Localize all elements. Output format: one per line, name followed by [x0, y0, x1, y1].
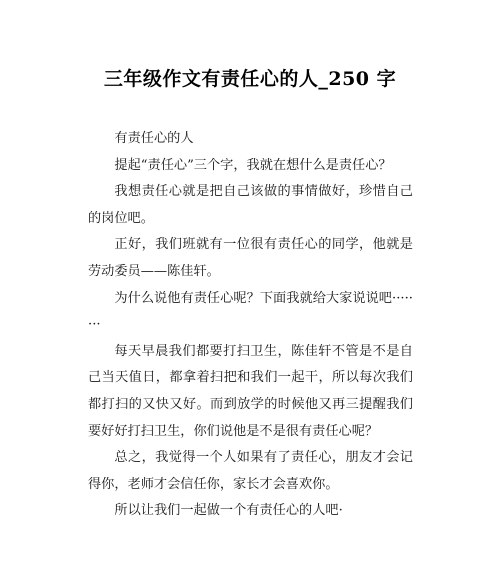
- document-body: [88, 126, 413, 525]
- paragraph: 我想责任心就是把自己该做的事情做好，珍惜自己的岗位吧。: [88, 184, 413, 226]
- paragraph-heading: 有责任心的人: [114, 131, 194, 146]
- paragraph: 每天早晨我们都要打扫卫生，陈佳轩不管是不是自己当天值日，都拿着扫把和我们一起干，所以每次我们都打扫的又快又好。而到放学的时候他又再三提醒我们要好好打扫卫生，你们说他是不是很有责任心呢？: [88, 343, 413, 439]
- document-title: 三年级作文有责任心的人_250 字: [103, 68, 397, 90]
- paragraph: 总之，我觉得一个人如果有了责任心，朋友才会记得你，老师才会信任你，家长才会喜欢你。: [88, 450, 413, 492]
- paragraph: 提起“责任心”三个字，我就在想什么是责任心？: [114, 157, 392, 173]
- paragraph: 为什么说他有责任心呢？下面我就给大家说说吧········: [88, 290, 413, 333]
- paragraph: 所以让我们一起做一个有责任心的人吧·: [114, 503, 343, 519]
- paragraph: 正好，我们班就有一位很有责任心的同学，他就是劳动委员——陈佳轩。: [88, 237, 413, 279]
